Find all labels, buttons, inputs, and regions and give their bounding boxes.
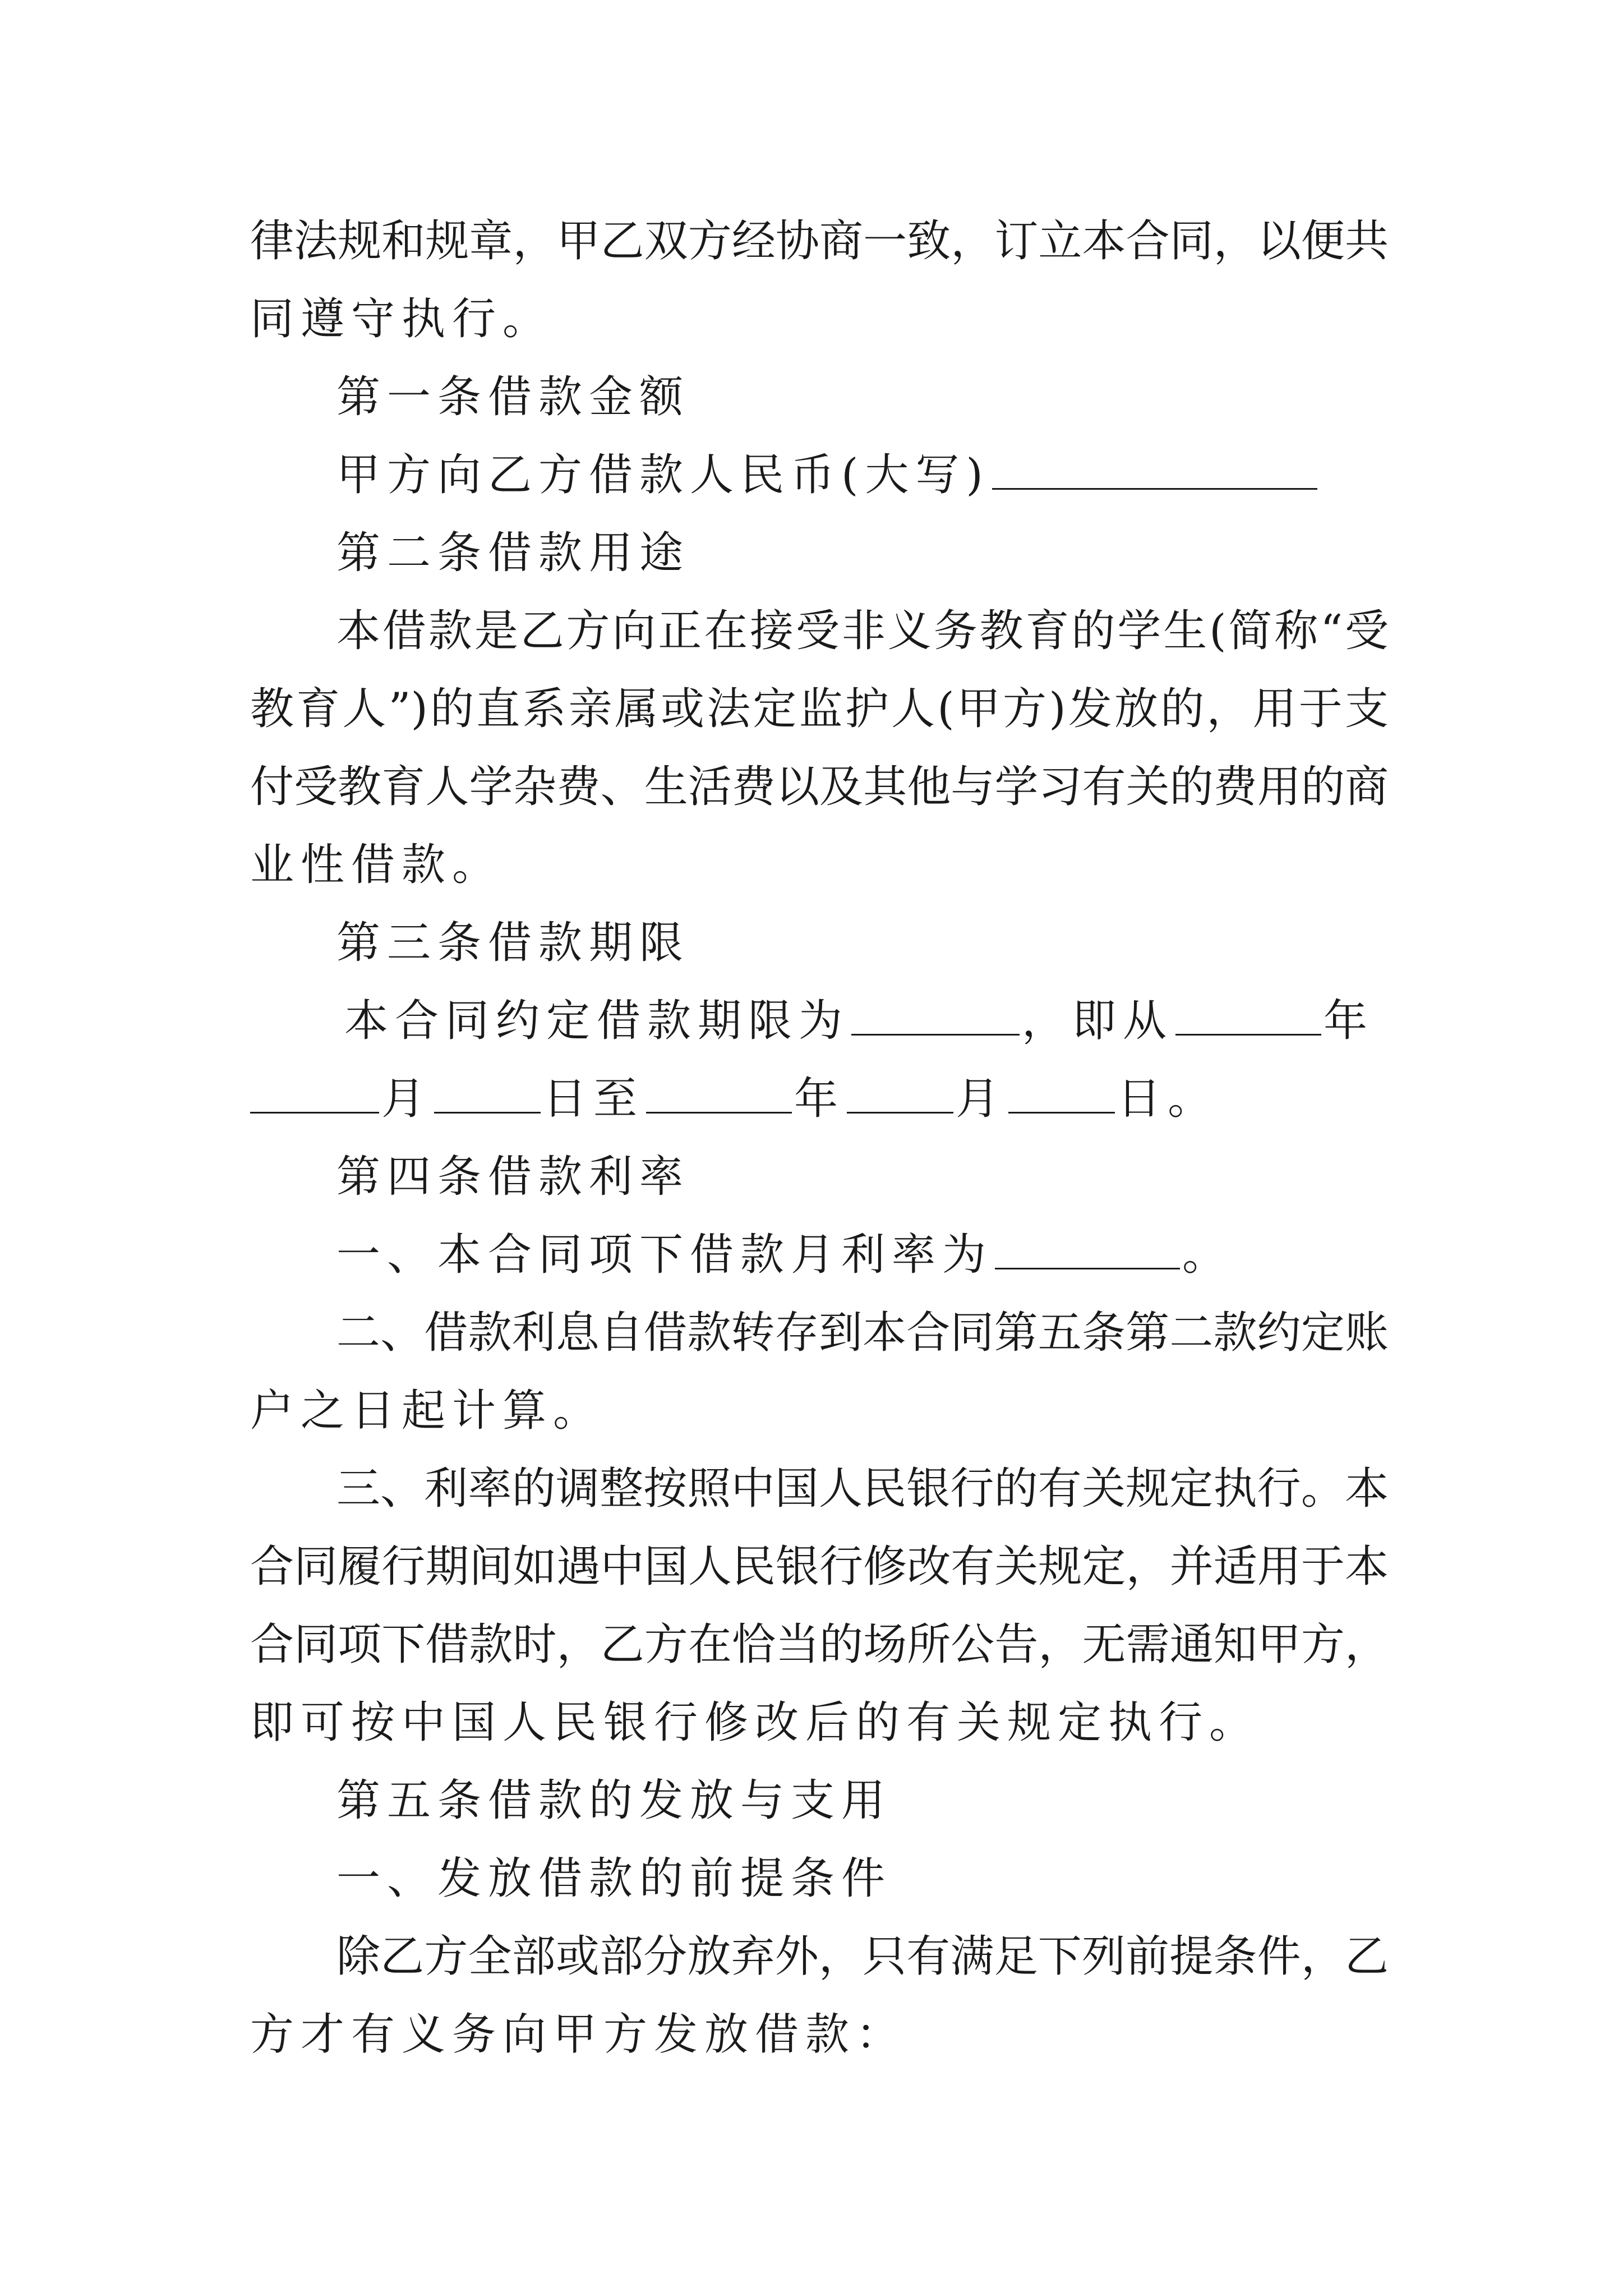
text-line-interest-1: 二、借款利息自借款转存到本合同第五条第二款约定账 (336, 1308, 1389, 1358)
article-4-heading: 第四条借款利率 (336, 1152, 690, 1202)
loan-amount-line (336, 447, 1389, 503)
rate-label: 一、本合同项下借款月利率为 (336, 1230, 993, 1280)
term-line-1 (344, 993, 1396, 1049)
text-line-purpose-1: 本借款是乙方向正在接受非义务教育的学生(简称“受 (336, 606, 1389, 656)
article-5-heading: 第五条借款的发放与支用 (336, 1775, 892, 1826)
monthly-rate-blank[interactable] (995, 1230, 1180, 1269)
text-line-conditions-1: 除乙方全部或部分放弃外，只有满足下列前提条件，乙 (336, 1931, 1389, 1982)
text-line-purpose-3: 付受教育人学杂费、生活费以及其他与学习有关的费用的商 (250, 762, 1389, 812)
term-length-blank[interactable] (851, 996, 1020, 1036)
term-from-label: ，即从 (1022, 996, 1174, 1046)
start-day-blank[interactable] (434, 1074, 541, 1114)
text-line-purpose-2: 教育人”)的直系亲属或法定监护人(甲方)发放的，用于支 (250, 684, 1389, 734)
start-day-to-label: 日至 (543, 1074, 644, 1124)
text-line-interest-2: 户之日起计算。 (250, 1386, 604, 1436)
text-line-2: 同遵守执行。 (250, 294, 554, 344)
end-year-blank[interactable] (646, 1074, 792, 1114)
start-year-label: 年 (1324, 996, 1375, 1046)
text-line-adjust-1: 三、利率的调整按照中国人民银行的有关规定执行。本 (336, 1464, 1389, 1514)
article-2-heading: 第二条借款用途 (336, 528, 690, 578)
end-month-blank[interactable] (847, 1074, 953, 1114)
text-line-purpose-4: 业性借款。 (250, 840, 503, 890)
preconditions-heading: 一、发放借款的前提条件 (336, 1853, 892, 1904)
article-1-heading: 第一条借款金额 (336, 372, 690, 422)
term-label: 本合同约定借款期限为 (344, 996, 850, 1046)
start-year-blank[interactable] (1175, 996, 1321, 1036)
end-day-label: 日。 (1117, 1074, 1219, 1124)
start-month-label: 月 (381, 1074, 432, 1124)
loan-amount-label: 甲方向乙方借款人民币(大写) (336, 450, 990, 500)
text-line-adjust-4: 即可按中国人民银行修改后的有关规定执行。 (250, 1697, 1260, 1748)
end-day-blank[interactable] (1008, 1074, 1115, 1114)
term-line-2 (250, 1071, 1389, 1127)
text-line-1: 律法规和规章，甲乙双方经协商一致，订立本合同，以便共 (250, 216, 1389, 266)
loan-amount-blank[interactable] (992, 450, 1317, 490)
start-month-blank[interactable] (250, 1074, 379, 1114)
text-line-adjust-3: 合同项下借款时，乙方在恰当的场所公告，无需通知甲方， (250, 1619, 1389, 1670)
rate-suffix: 。 (1182, 1230, 1233, 1280)
end-month-label: 月 (956, 1074, 1007, 1124)
article-3-heading: 第三条借款期限 (336, 918, 690, 968)
text-line-adjust-2: 合同履行期间如遇中国人民银行修改有关规定，并适用于本 (250, 1542, 1389, 1592)
rate-line (336, 1227, 1389, 1283)
text-line-conditions-2: 方才有义务向甲方发放借款： (250, 2009, 907, 2060)
end-year-label: 年 (794, 1074, 845, 1124)
